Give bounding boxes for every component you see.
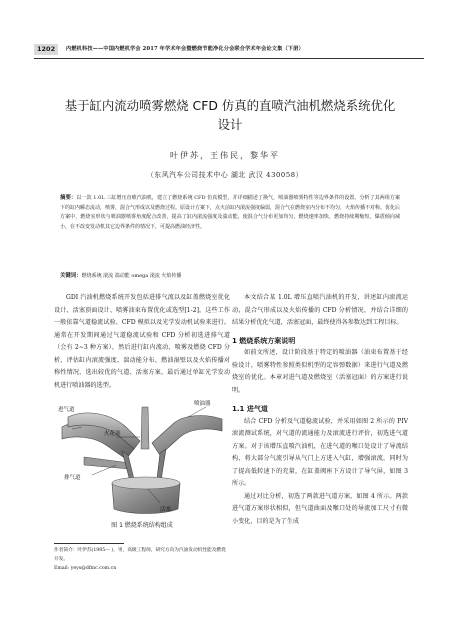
section-1-1-heading: 1.1 进气道: [232, 405, 268, 413]
footnote-rule: [54, 543, 124, 544]
left-column: [54, 292, 230, 392]
figure-1-caption: 图 1 燃烧系统结构组成: [111, 522, 173, 529]
right-paragraph-1: 本文结合某 1.0L 增压直喷汽油机的开发，讲述缸内滚流运动，混合气形成以及火焰传播的 CFD 分析情况，并结合详细的结果分析优化气道，活塞冠面，最终使得各参数达到工程目标。: [232, 294, 408, 326]
label-piston: 活塞: [160, 507, 172, 513]
title-line-1: 基于缸内流动喷雾燃烧 CFD 仿真的直喷汽油机燃烧系统优化: [64, 98, 396, 113]
piston-crown: [112, 477, 180, 489]
keywords-text: 燃烧系统 滚流 湍动能 omega 滚流 火焰传播: [81, 273, 182, 279]
paper-title: [40, 96, 420, 134]
right-paragraph-4: 通过对比分析，初选了两款进气道方案，如图 4 所示。两款进气道方案形状相似，但气道曲面及喉口处的导流加工尺寸有微小变化，目的是为了生成: [232, 492, 408, 525]
exhaust-port-shape: [152, 416, 222, 455]
right-paragraph-2: 如前文所述，设计阶段基于特定的喷油器（油束布置基于经验设计，喷雾特性参照类似机型的定容弹数据）来进行气道及燃烧室的优化。本章对进气道及燃烧室（活塞冠面）的方案进行说明。: [232, 349, 408, 394]
journal-line: 内燃机科技——中国内燃机学会 2017 年学术年会暨燃烧节能净化分会联合学术年会论文集（下册）: [66, 46, 304, 52]
label-spark: 火花塞: [104, 431, 121, 437]
right-paragraph-3: 结合 CFD 分析及气道稳流试验，并采用如图 2 所示的 PIV 滚流测试系统，对气道的流通能力及滚流进行评价，初选进气道方案。对于该增压直喷汽油机，在进气道的喉口处设计了导流结构，将大部分气流引导从气门上方进入气缸，增强滚流，同时为了提高低转速下的充量，在缸盖阀座下方设计了导气屏，如图 3 所示。: [232, 417, 408, 487]
header-rule: [34, 58, 424, 59]
abstract-label: 摘要：: [60, 195, 77, 201]
section-1-heading: 1 燃烧系统方案说明: [232, 336, 296, 345]
page-number: 1202: [34, 44, 58, 55]
running-head: [34, 44, 424, 56]
footnote: [54, 546, 230, 573]
label-injector-top: 喷油器: [194, 401, 211, 407]
authors: 叶伊苏，王伟民，黎华平: [170, 151, 280, 160]
left-paragraph-1: GDI 汽油机燃烧系统开发包括进排气流以及缸盖燃烧室优化设计、活塞顶面设计、喷雾油束布置优化或选型[1-2]，这些工作一般依靠气道稳流试验、CFD 模拟以及光学发动机试验来进行。通常在开发期间通过气道稳流试验和 CFD 分析初选进排气道（会有 2~3 种方案），然后进行缸内流动、喷雾及燃烧 CFD 分析，评估缸内滚流强度、湍动能分布、燃油湿壁以及火焰传播对称性情况，选出较优的气道、活塞方案，最后通过单缸光学发动机进行喷油器的选型。: [54, 294, 230, 389]
injector-body: [84, 457, 130, 469]
abstract: [60, 194, 400, 232]
right-column: [232, 292, 408, 528]
label-intake: 进气道: [58, 407, 75, 413]
footnote-author-info: 作者简介：叶伊苏(1985— )，男，高级工程师，研究方向为汽油发动机性能及燃烧开发。: [54, 548, 226, 562]
keywords: [60, 272, 400, 281]
abstract-text: 以一款 1.0L 三缸增压直喷汽油机，建立了燃烧系统 CFD 仿真模型，并详细描述了换气，喷油器喷雾特性等边界条件的设置。分析了其两组方案下的缸内瞬态流动，喷雾，混合气形成以及燃烧过程。原设计方案下，点火前缸内滚流强度偏弱，混合气在燃烧室内分布不均匀，火焰传播不对称。优化后方案中，燃烧室形状与喷油器喷雾角度配合改善，提高了缸内滚流强度及湍动能，使混合气分布更加均匀，燃烧速率加快，燃烧持续期缩短，爆震倾向减小，在不改变发动机其它边界条件的情况下，可提高燃油经济性。: [60, 195, 401, 230]
label-exhaust: 排气道: [64, 475, 81, 481]
title-line-2: 设计: [217, 117, 243, 132]
affiliation: （东风汽车公司技术中心 湖北 武汉 430058）: [146, 171, 304, 179]
footnote-email: Email: yeys@dfmc.com.cn: [54, 566, 117, 571]
keywords-label: 关键词：: [60, 273, 82, 279]
spark-plug-body: [141, 407, 149, 449]
figure-1-combustion-system: [56, 397, 228, 517]
